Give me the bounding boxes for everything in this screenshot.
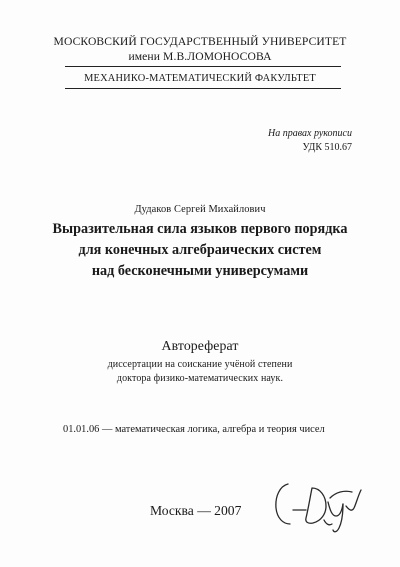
signature-strokes bbox=[276, 484, 361, 532]
udk-code: УДК 510.67 bbox=[302, 142, 352, 153]
university-named-after: имени М.В.ЛОМОНОСОВА bbox=[128, 50, 272, 63]
title-line-1: Выразительная сила языков первого порядка bbox=[52, 221, 348, 237]
abstract-label: Автореферат bbox=[161, 338, 239, 353]
title-line-3: над бесконечными универсумами bbox=[91, 263, 309, 279]
header-rule-bottom bbox=[65, 88, 341, 89]
header-rule-top bbox=[65, 66, 341, 67]
city-year: Москва — 2007 bbox=[150, 503, 242, 518]
title-line-2: для конечных алгебраических систем bbox=[78, 242, 322, 258]
specialty-code: 01.01.06 — математическая логика, алгебра и теория чисел bbox=[63, 424, 325, 435]
dissertation-line-1: диссертации на соискание учёной степени bbox=[107, 359, 293, 370]
university-name: МОСКОВСКИЙ ГОСУДАРСТВЕННЫЙ УНИВЕРСИТЕТ bbox=[53, 35, 347, 48]
rights-note: На правах рукописи bbox=[268, 128, 352, 139]
dissertation-line-2: доктора физико-математических наук. bbox=[116, 373, 284, 384]
faculty-name: МЕХАНИКО-МАТЕМАТИЧЕСКИЙ ФАКУЛЬТЕТ bbox=[84, 73, 316, 84]
author-name: Дудаков Сергей Михайлович bbox=[134, 204, 266, 215]
handwritten-signature bbox=[266, 466, 366, 536]
